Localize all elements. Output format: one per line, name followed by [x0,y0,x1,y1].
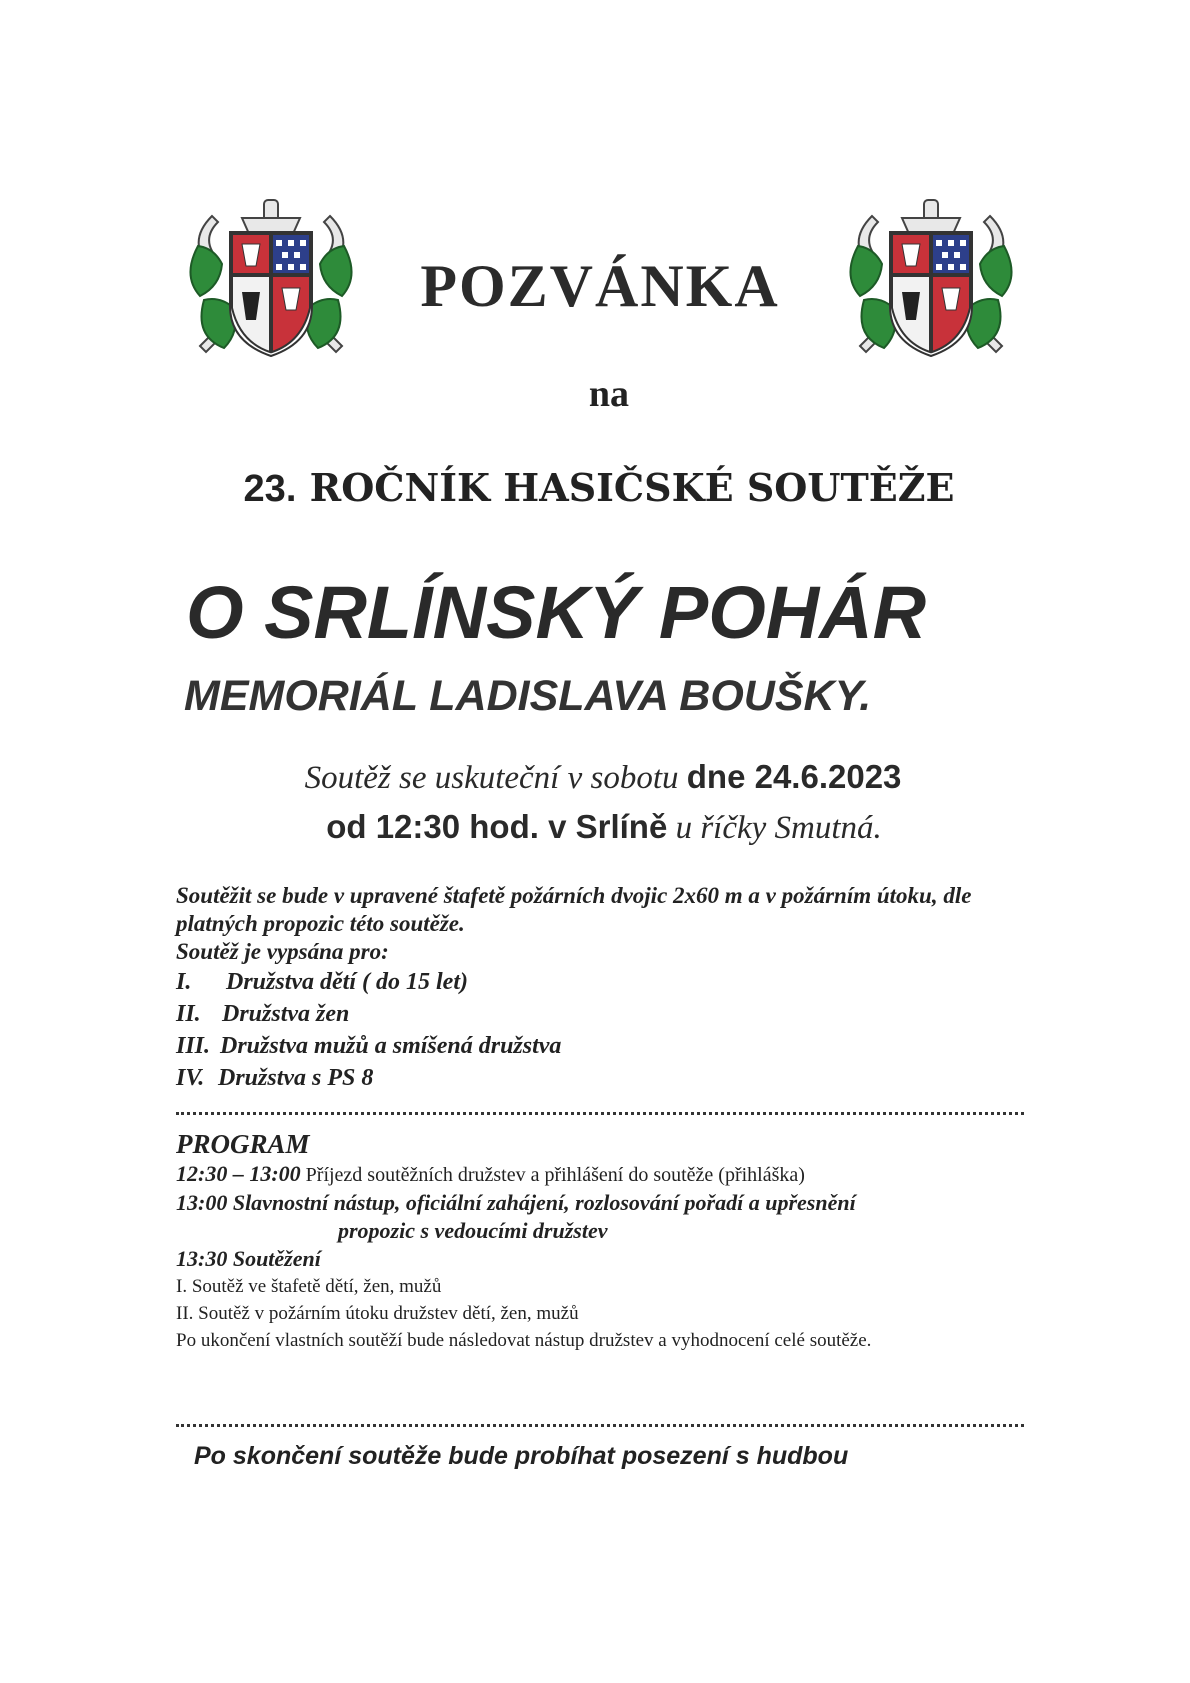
event-time-place: od 12:30 hod. v Srlíně [326,808,668,845]
program-subitem: I. Soutěž ve štafetě dětí, žen, mužů [176,1276,442,1297]
event-time-place-line [0,808,1190,847]
program-item-continuation: propozic s vedoucími družstev [338,1218,608,1243]
categories-heading: Soutěž je vypsána pro: [176,939,389,964]
event-date: dne 24.6.2023 [686,758,902,795]
title-connector: na [588,373,630,415]
program-subitem: II. Soutěž v požárním útoku družstev dětí, žen, mužů [176,1303,579,1324]
event-date-line [0,758,1190,797]
edition-text: ROČNÍK HASIČSKÉ SOUTĚŽE [309,465,955,510]
dotted-divider [176,1424,1024,1427]
list-item: III. Družstva mužů a smíšená družstva [176,1033,562,1059]
program-item: 13:30 Soutěžení [176,1246,321,1271]
competition-description [176,882,1036,1094]
program-section [176,1128,1056,1354]
edition-heading [0,465,1190,511]
program-closing-paragraph: Po ukončení vlastních soutěží bude následovat nástup družstev a vyhodnocení celé soutěže. [176,1330,872,1351]
event-location-detail: u říčky Smutná. [675,810,882,846]
program-item: 13:00 Slavnostní nástup, oficiální zahájení, rozlosování pořadí a upřesnění [176,1190,856,1215]
program-heading: PROGRAM [176,1129,310,1159]
page-title: POZVÁNKA [420,253,780,319]
memorial-subtitle: MEMORIÁL LADISLAVA BOUŠKY. [184,672,872,720]
description-paragraph: Soutěžit se bude v upravené štafetě požárních dvojic 2x60 m a v požárním útoku, dle platných propozic této soutěže. [176,883,972,936]
category-list [176,966,1036,1094]
program-item: 12:30 – 13:00 Příjezd soutěžních družstev a přihlášení do soutěže (přihláška) [176,1161,805,1186]
competition-name: O SRLÍNSKÝ POHÁR [186,571,927,654]
dotted-divider [176,1112,1024,1115]
closing-note: Po skončení soutěže bude probíhat posezení s hudbou [194,1442,849,1470]
list-item: II. Družstva žen [176,1001,350,1027]
edition-number: 23. [243,468,297,510]
event-date-intro: Soutěž se uskuteční v sobotu [304,760,679,796]
list-item: I. Družstva dětí ( do 15 let) [176,969,468,995]
list-item: IV. Družstva s PS 8 [176,1065,374,1091]
